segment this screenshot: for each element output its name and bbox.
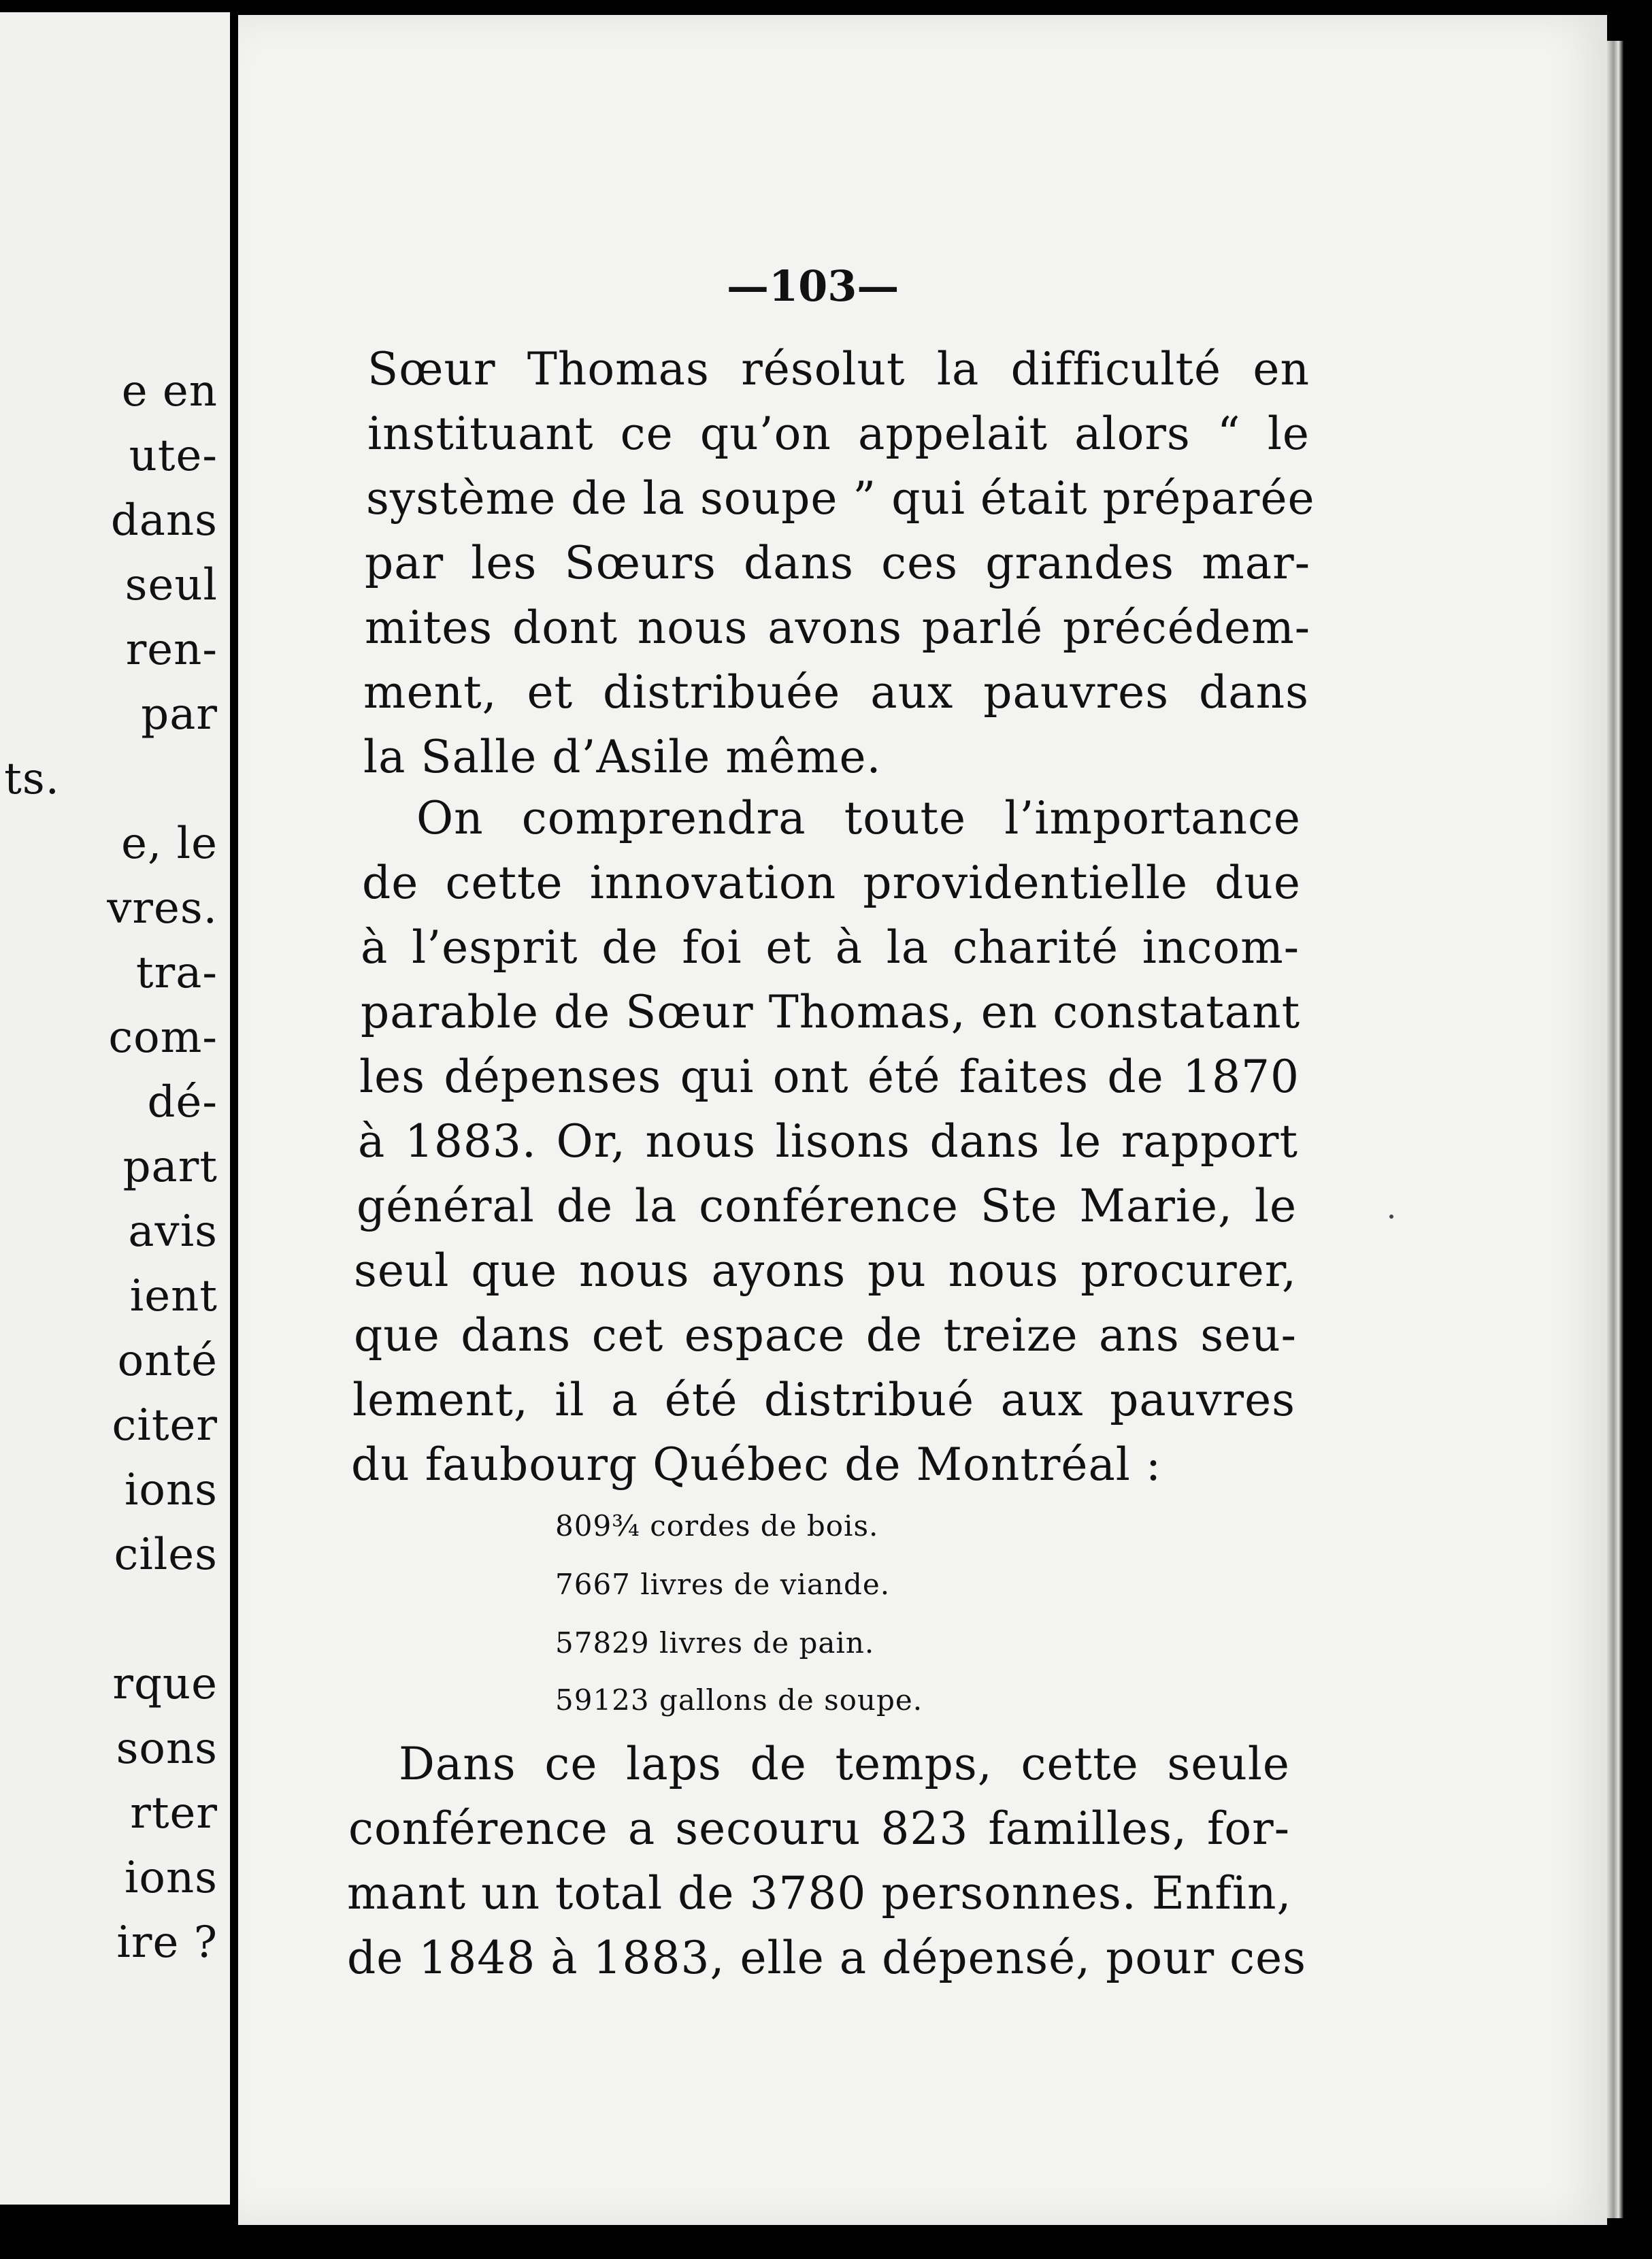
- left-page-line: avis: [128, 1206, 218, 1257]
- text-line: la Salle d’Asile même.: [363, 731, 882, 783]
- left-page-line: rter: [130, 1788, 218, 1838]
- text-line: général de la conférence Ste Marie, le: [357, 1180, 1297, 1232]
- list-item: 809¾ cordes de bois.: [555, 1509, 879, 1543]
- left-page-line: ts.: [4, 754, 60, 804]
- left-page-line: ions: [124, 1853, 218, 1903]
- left-page-line: seul: [125, 560, 218, 610]
- left-page-line: ire ?: [116, 1917, 218, 1968]
- left-page-line: e, le: [121, 819, 218, 869]
- left-page-line: com-: [108, 1012, 218, 1063]
- text-line: que dans cet espace de treize ans seu-: [354, 1309, 1297, 1362]
- paper-speck: [1389, 1215, 1393, 1219]
- left-page-line: tra-: [135, 948, 218, 998]
- left-page-line: dé-: [147, 1077, 218, 1127]
- list-item: 7667 livres de viande.: [555, 1568, 891, 1601]
- left-page-line: ute-: [129, 431, 218, 481]
- left-page-line: sons: [116, 1724, 218, 1774]
- left-page-line: dans: [110, 495, 218, 546]
- list-item: 57829 livres de pain.: [555, 1626, 875, 1660]
- page-number: —103—: [727, 261, 899, 311]
- text-line: ment, et distribuée aux pauvres dans: [363, 666, 1309, 719]
- text-line: à l’esprit de foi et à la charité incom-: [361, 921, 1300, 974]
- text-line: par les Sœurs dans ces grandes mar-: [365, 537, 1310, 589]
- book-gutter: [230, 0, 238, 2259]
- text-line: Sœur Thomas résolut la difficulté en: [367, 343, 1310, 395]
- text-line: On comprendra toute l’importance: [416, 792, 1301, 844]
- text-line: seul que nous ayons pu nous procurer,: [354, 1244, 1297, 1297]
- left-page-line: ient: [129, 1271, 218, 1321]
- left-page-line: ren-: [125, 625, 218, 675]
- text-line: instituant ce qu’on appelait alors “ le: [367, 408, 1310, 460]
- text-line: mant un total de 3780 personnes. Enfin,: [347, 1867, 1292, 1919]
- left-page-line: part: [122, 1142, 218, 1192]
- text-line: lement, il a été distribué aux pauvres: [352, 1374, 1295, 1426]
- page-edge: [1607, 41, 1623, 2218]
- text-line: Dans ce laps de temps, cette seule: [399, 1738, 1290, 1790]
- text-line: parable de Sœur Thomas, en constatant: [361, 986, 1301, 1038]
- text-line: à 1883. Or, nous lisons dans le rapport: [358, 1115, 1298, 1168]
- list-item: 59123 gallons de soupe.: [555, 1683, 923, 1717]
- left-page-line: ions: [124, 1465, 218, 1515]
- text-line: les dépenses qui ont été faites de 1870: [359, 1051, 1300, 1103]
- left-page-line: par: [141, 689, 218, 740]
- left-page-line: e en: [121, 366, 218, 416]
- left-page-line: citer: [112, 1400, 218, 1451]
- text-line: de 1848 à 1883, elle a dépensé, pour ces: [347, 1932, 1307, 1984]
- text-line: mites dont nous avons parlé précédem-: [365, 601, 1310, 654]
- text-line: de cette innovation providentielle due: [362, 857, 1301, 909]
- text-line: système de la soupe ” qui était préparée: [366, 472, 1315, 525]
- left-page-line: ciles: [114, 1530, 218, 1580]
- left-page: [0, 12, 230, 2205]
- text-line: du faubourg Québec de Montréal :: [351, 1438, 1162, 1491]
- left-page-line: onté: [117, 1336, 218, 1386]
- text-line: conférence a secouru 823 familles, for-: [348, 1802, 1290, 1855]
- left-page-line: rque: [112, 1659, 218, 1709]
- left-page-line: vres.: [107, 883, 218, 934]
